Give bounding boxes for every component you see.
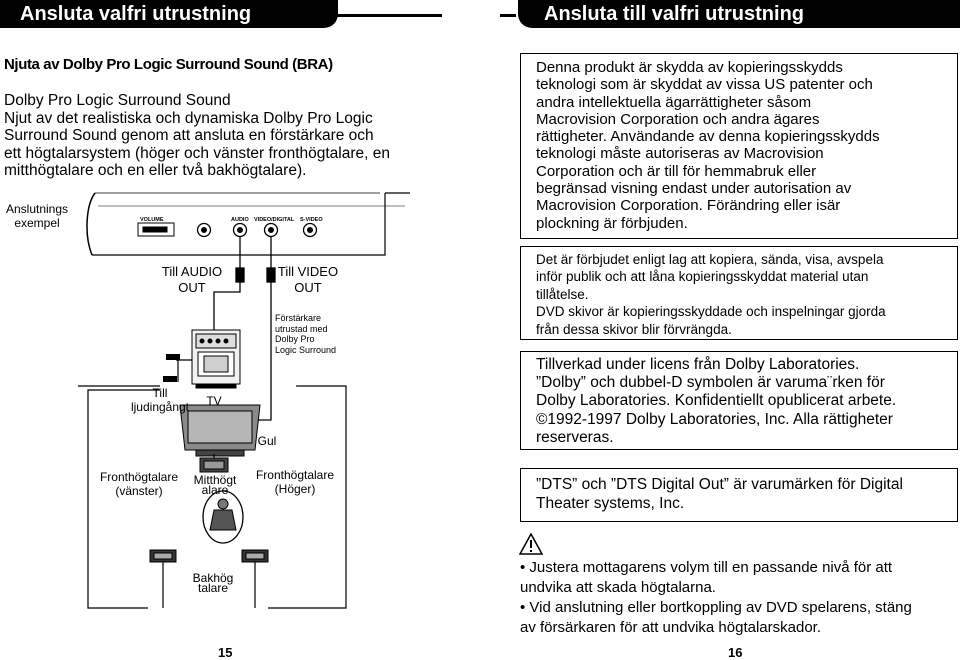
tv-label: TV	[206, 394, 222, 408]
label-line: (Höger)	[274, 482, 316, 496]
right-header	[518, 0, 960, 28]
connection-diagram	[0, 0, 480, 659]
to-audio-out-label	[150, 264, 234, 296]
notice-line: Det är förbjudet enligt lag att kopiera, sända, visa, avspela	[536, 252, 884, 267]
label-line: Logic Surround	[275, 344, 337, 355]
warning-icon	[519, 533, 543, 555]
panel-label-volume: VOLUME	[140, 217, 164, 223]
warning-item: av försärkaren för att undvika högtalarskador.	[520, 619, 821, 636]
notice-line: Theater systems, Inc.	[536, 494, 685, 512]
panel-label-svideo: S-VIDEO	[300, 217, 323, 223]
to-audio-input-label	[128, 386, 192, 414]
label-line: ljudingångt	[130, 400, 190, 414]
front-right-label	[250, 468, 340, 496]
page-number-right: 16	[728, 645, 743, 660]
copyright-notice-box	[520, 53, 958, 239]
copy-prohibition-box	[520, 246, 958, 340]
warning-item: • Justera mottagarens volym till en passande nivå för att	[520, 559, 893, 576]
notice-line: inför publik och att låna kopieringsskyddat material utan	[536, 269, 869, 285]
warning-list	[520, 558, 912, 638]
label-line: Till VIDEO	[277, 264, 339, 279]
center-speaker	[200, 458, 243, 543]
notice-line: Macrovision Corporation. Förändring eller isär	[536, 197, 841, 215]
amplifier-device	[192, 330, 240, 388]
label-line: OUT	[294, 280, 322, 295]
dts-trademark-text	[536, 476, 903, 513]
to-video-out-label	[268, 264, 348, 296]
notice-line: begränsad visning endast under autorisation av	[536, 180, 852, 198]
copy-prohibition-text	[536, 251, 886, 338]
notice-line: ©1992-1997 Dolby Laboratories, Inc. Alla rättigheter	[536, 410, 893, 428]
notice-line: andra intellektuella ägarrättigheter såsom	[536, 93, 812, 111]
panel-label-video-digital: VIDEO/DIGITAL	[254, 217, 295, 223]
label-line: OUT	[178, 280, 206, 295]
center-label	[190, 475, 240, 495]
dolby-license-text	[536, 356, 896, 447]
example-label-line: Anslutnings	[5, 202, 69, 216]
notice-line: ”Dolby” och dubbel-D symbolen är varuma¨rken för	[536, 374, 885, 392]
intro-line: Surround Sound genom att ansluta en förstärkare och	[4, 127, 374, 145]
label-line: Bakhög	[192, 571, 234, 585]
page-number-left: 15	[218, 645, 233, 660]
notice-line: tillåtelse.	[536, 286, 589, 302]
label-line: Dolby Pro	[275, 334, 315, 344]
label-line: alare	[201, 483, 229, 497]
section-subtitle: Njuta av Dolby Pro Logic Surround Sound (BRA)	[4, 56, 333, 73]
amplifier-label	[275, 313, 355, 355]
panel-label-audio: AUDIO	[231, 217, 249, 223]
notice-line: rättigheter. Användande av denna kopieringsskydds	[536, 128, 880, 146]
label-line: Fronthögtalare	[255, 468, 335, 482]
label-line: (vänster)	[115, 484, 163, 498]
right-header-text: Ansluta till valfri utrustning	[544, 3, 805, 25]
warning-item: • Vid anslutning eller bortkoppling av DVD spelarens, stäng	[520, 599, 912, 616]
yellow-label: Gul	[257, 434, 277, 448]
label-line: talare	[197, 581, 229, 595]
rear-speaker-right	[242, 550, 268, 562]
notice-line: teknologi som är skyddat av vissa US patenter och	[536, 76, 873, 94]
front-left-label	[94, 470, 184, 498]
rear-label	[190, 573, 236, 593]
label-line: Mitthögt	[193, 473, 237, 487]
label-line: utrustad med	[275, 323, 328, 334]
example-label-line: exempel	[14, 216, 60, 230]
intro-line: Dolby Pro Logic Surround Sound	[4, 92, 231, 109]
label-line: Till AUDIO	[161, 264, 223, 279]
notice-line: från dessa skivor blir förvrängda.	[536, 321, 732, 337]
notice-line: ”DTS” och ”DTS Digital Out” är varumärken för Digital	[536, 476, 903, 493]
notice-line: DVD skivor är kopieringsskyddade och inspelningar gjorda	[536, 304, 886, 320]
label-line: Fronthögtalare	[99, 470, 179, 484]
copyright-notice-text	[536, 59, 880, 232]
intro-line: ett högtalarsystem (höger och vänster fronthögtalare, en	[4, 144, 390, 162]
intro-line: mitthögtalare och en eller två bakhögtalare).	[4, 162, 307, 180]
notice-line: teknologi måste autoriseras av Macrovision	[536, 145, 824, 163]
dolby-license-box	[520, 351, 958, 450]
tv-device	[180, 405, 260, 456]
rear-speaker-left	[150, 550, 176, 562]
notice-line: reserveras.	[536, 428, 614, 446]
dvd-player-panel	[87, 193, 410, 255]
left-header-text: Ansluta valfri utrustning	[20, 3, 252, 25]
right-header-rule	[500, 14, 516, 17]
dts-trademark-box	[520, 468, 958, 522]
warning-item: undvika att skada högtalarna.	[520, 579, 716, 596]
label-line: Förstärkare	[275, 313, 322, 323]
notice-line: plockning är förbjuden.	[536, 214, 688, 232]
notice-line: Tillverkad under licens från Dolby Laboratories.	[536, 356, 860, 373]
intro-line: Njut av det realistiska och dynamiska Dolby Pro Logic	[4, 109, 373, 127]
notice-line: Macrovision Corporation och andra ägares	[536, 110, 820, 128]
notice-line: Dolby Laboratories. Konfidentiellt opublicerat arbete.	[536, 392, 897, 410]
notice-line: Denna produkt är skydda av kopieringsskydds	[536, 59, 843, 76]
label-line: Till	[152, 386, 168, 400]
notice-line: Corporation och är till för hemmabruk eller	[536, 162, 817, 180]
